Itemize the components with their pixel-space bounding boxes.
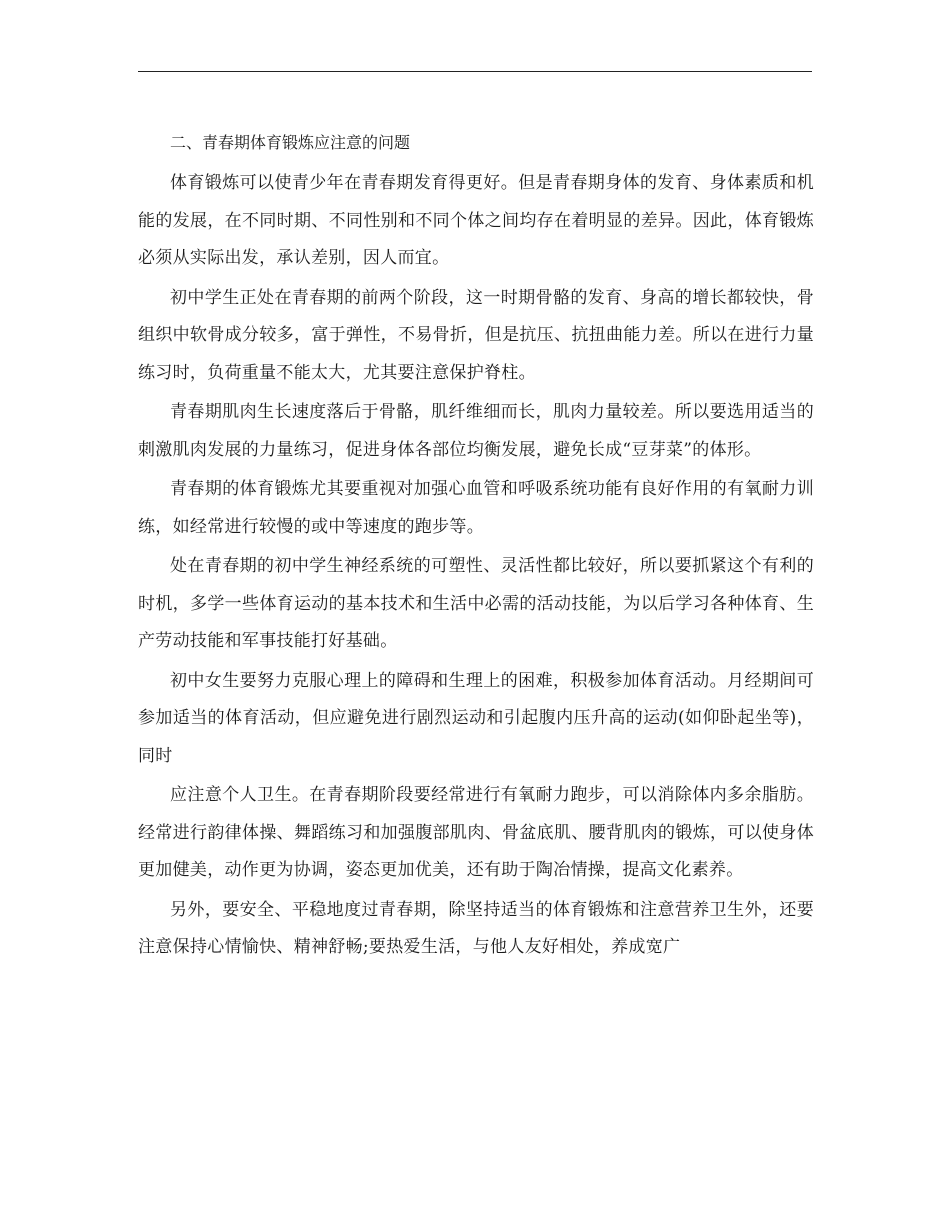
paragraph-6: 初中女生要努力克服心理上的障碍和生理上的困难，积极参加体育活动。月经期间可参加适当的体育活动，但应避免进行剧烈运动和引起腹内压升高的运动(如仰卧起坐等)，同时 bbox=[138, 670, 814, 766]
paragraph-2: 初中学生正处在青春期的前两个阶段，这一时期骨骼的发育、身高的增长都较快，骨组织中软骨成分较多，富于弹性，不易骨折，但是抗压、抗扭曲能力差。所以在进行力量练习时，负荷重量不能太大，尤其要注意保护脊柱。 bbox=[138, 287, 814, 383]
paragraph-1: 体育锻炼可以使青少年在青春期发育得更好。但是青春期身体的发育、身体素质和机能的发展，在不同时期、不同性别和不同个体之间均存在着明显的差异。因此，体育锻炼必须从实际出发，承认差别，因人而宜。 bbox=[138, 173, 814, 268]
paragraph-4: 青春期的体育锻炼尤其要重视对加强心血管和呼吸系统功能有良好作用的有氧耐力训练，如经常进行较慢的或中等速度的跑步等。 bbox=[138, 479, 814, 537]
section-heading: 二、青春期体育锻炼应注意的问题 bbox=[170, 133, 411, 152]
paragraph-8: 另外，要安全、平稳地度过青春期，除坚持适当的体育锻炼和注意营养卫生外，还要注意保持心情愉快、精神舒畅;要热爱生活，与他人友好相处，养成宽广 bbox=[138, 899, 814, 957]
header-rule bbox=[138, 71, 812, 72]
document-body bbox=[138, 125, 814, 969]
paragraph-3: 青春期肌肉生长速度落后于骨骼，肌纤维细而长，肌肉力量较差。所以要选用适当的刺激肌肉发展的力量练习，促进身体各部位均衡发展，避免长成“豆芽菜”的体形。 bbox=[138, 402, 814, 460]
paragraph-5: 处在青春期的初中学生神经系统的可塑性、灵活性都比较好，所以要抓紧这个有利的时机，多学一些体育运动的基本技术和生活中必需的活动技能，为以后学习各种体育、生产劳动技能和军事技能打好基础。 bbox=[138, 556, 814, 651]
paragraph-7: 应注意个人卫生。在青春期阶段要经常进行有氧耐力跑步，可以消除体内多余脂肪。经常进行韵律体操、舞蹈练习和加强腹部肌肉、骨盆底肌、腰背肌肉的锻炼，可以使身体更加健美，动作更为协调，姿态更加优美，还有助于陶冶情操，提高文化素养。 bbox=[138, 785, 814, 880]
